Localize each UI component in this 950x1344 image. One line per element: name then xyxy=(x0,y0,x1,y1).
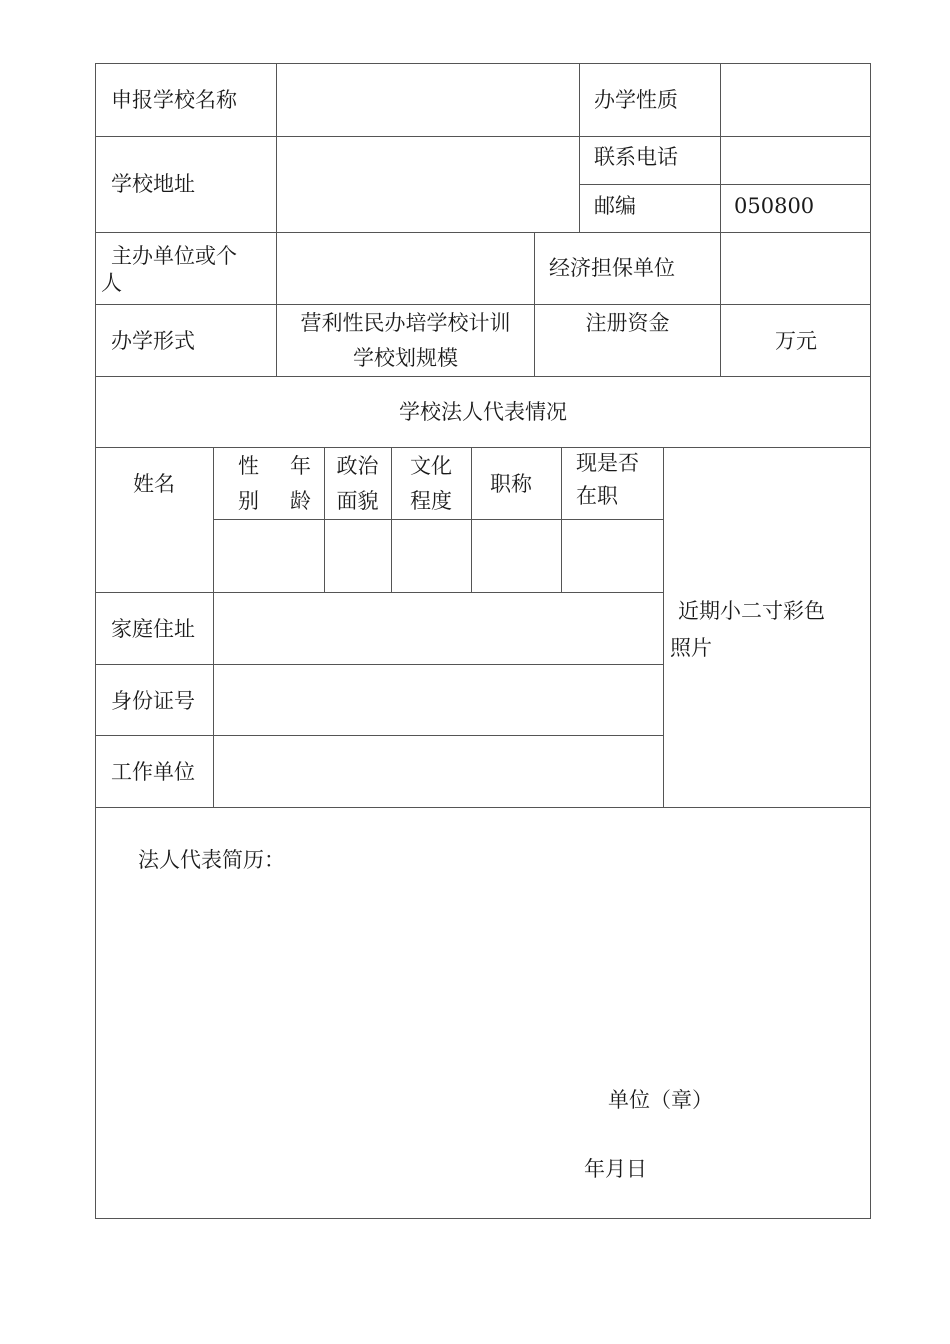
postcode-value[interactable]: 050800 xyxy=(734,194,815,218)
form-value-line1: 营利性民办培学校计训 xyxy=(300,311,511,335)
phone-label: 联系电话 xyxy=(594,145,678,169)
row-divider xyxy=(95,447,871,448)
row-divider xyxy=(213,519,664,520)
sponsor-label-line1: 主办单位或个 xyxy=(111,244,237,268)
col-education-header-2: 程度 xyxy=(410,489,452,513)
sponsor-label-line2: 人 xyxy=(101,271,122,295)
col-divider xyxy=(213,447,214,807)
row-divider xyxy=(95,735,664,736)
school-name-label: 申报学校名称 xyxy=(111,88,237,112)
seal-label: 单位（章） xyxy=(608,1088,713,1112)
workplace-label: 工作单位 xyxy=(111,760,195,784)
col-gender-header-2: 别 xyxy=(238,489,259,513)
col-gender-header-1: 性 xyxy=(238,454,259,478)
row-divider xyxy=(95,136,871,137)
row-divider xyxy=(95,376,871,377)
capital-unit: 万元 xyxy=(775,329,817,353)
col-title-header: 职称 xyxy=(490,472,532,496)
row-divider xyxy=(95,592,664,593)
col-divider xyxy=(579,63,580,232)
col-politics-header-1: 政治 xyxy=(336,454,379,478)
photo-label-line2: 照片 xyxy=(670,636,712,660)
table-border xyxy=(95,63,871,1219)
resume-label: 法人代表简历： xyxy=(138,848,285,872)
guarantor-label: 经济担保单位 xyxy=(549,256,675,280)
nature-label: 办学性质 xyxy=(594,88,678,112)
home-address-label: 家庭住址 xyxy=(111,617,195,641)
date-label: 年月日 xyxy=(584,1157,647,1181)
col-age-header-1: 年 xyxy=(290,454,311,478)
row-divider xyxy=(95,232,871,233)
legal-rep-section-title: 学校法人代表情况 xyxy=(399,400,567,424)
postcode-label: 邮编 xyxy=(594,194,636,218)
form-label: 办学形式 xyxy=(111,329,195,353)
photo-label-line1: 近期小二寸彩色 xyxy=(678,599,825,623)
col-divider xyxy=(534,232,535,376)
col-employed-header-2: 在职 xyxy=(576,484,618,508)
col-divider xyxy=(663,447,664,807)
col-name-header: 姓名 xyxy=(133,472,175,496)
row-divider xyxy=(95,807,871,808)
col-employed-header-1: 现是否 xyxy=(576,451,639,475)
address-label: 学校地址 xyxy=(111,172,195,196)
form-value-line2: 学校划规模 xyxy=(353,346,458,370)
col-divider xyxy=(471,447,472,592)
col-divider xyxy=(561,447,562,592)
row-divider xyxy=(95,304,871,305)
id-number-label: 身份证号 xyxy=(111,689,195,713)
row-divider xyxy=(579,184,871,185)
col-politics-header-2: 面貌 xyxy=(336,489,379,513)
col-education-header-1: 文化 xyxy=(410,454,452,478)
row-divider xyxy=(95,664,664,665)
capital-label: 注册资金 xyxy=(585,311,670,335)
col-age-header-2: 龄 xyxy=(290,489,311,513)
